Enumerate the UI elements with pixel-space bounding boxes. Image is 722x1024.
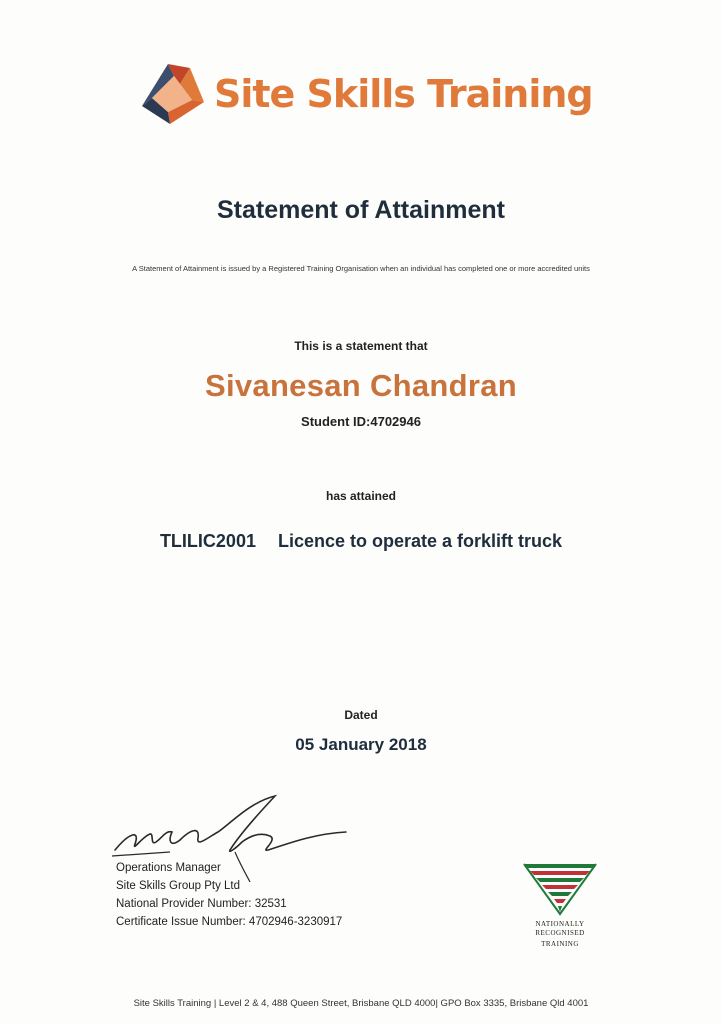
recipient-name: Sivanesan Chandran [204, 368, 518, 403]
certificate-issue-number: Certificate Issue Number: 4702946-3230917 [116, 916, 343, 928]
unit-title: Licence to operate a forklift truck [277, 531, 563, 551]
document-subtitle: A Statement of Attainment is issued by a Registered Training Organisation when an individual has completed one or more accredited units [132, 264, 590, 273]
dated-value: 05 January 2018 [295, 735, 427, 754]
signer-block [116, 859, 342, 931]
signer-role: Operations Manager [116, 862, 221, 874]
dated-label: Dated [344, 708, 378, 722]
nrt-label-line1: NATIONALLY RECOGNISED [535, 920, 585, 937]
signer-company: Site Skills Group Pty Ltd [116, 880, 240, 892]
attained-label: has attained [325, 489, 397, 503]
site-skills-logo [140, 62, 593, 132]
nrt-label-line2: TRAINING [541, 940, 579, 948]
logo-wordmark: Site Skills Training [214, 72, 593, 116]
footer-address: Site Skills Training | Level 2 & 4, 488 Queen Street, Brisbane QLD 4000| GPO Box 3335, Brisbane Qld 4001 [133, 998, 589, 1009]
statement-intro: This is a statement that [294, 339, 428, 353]
unit-code: TLILIC2001 [159, 531, 256, 551]
unit-line [0, 531, 722, 552]
site-skills-logo-icon [140, 62, 206, 126]
nrt-triangle-icon [520, 860, 600, 918]
provider-number: National Provider Number: 32531 [116, 898, 287, 910]
student-id: Student ID:4702946 [301, 414, 421, 429]
nationally-recognised-training-logo [510, 860, 610, 949]
document-title: Statement of Attainment [217, 196, 505, 224]
